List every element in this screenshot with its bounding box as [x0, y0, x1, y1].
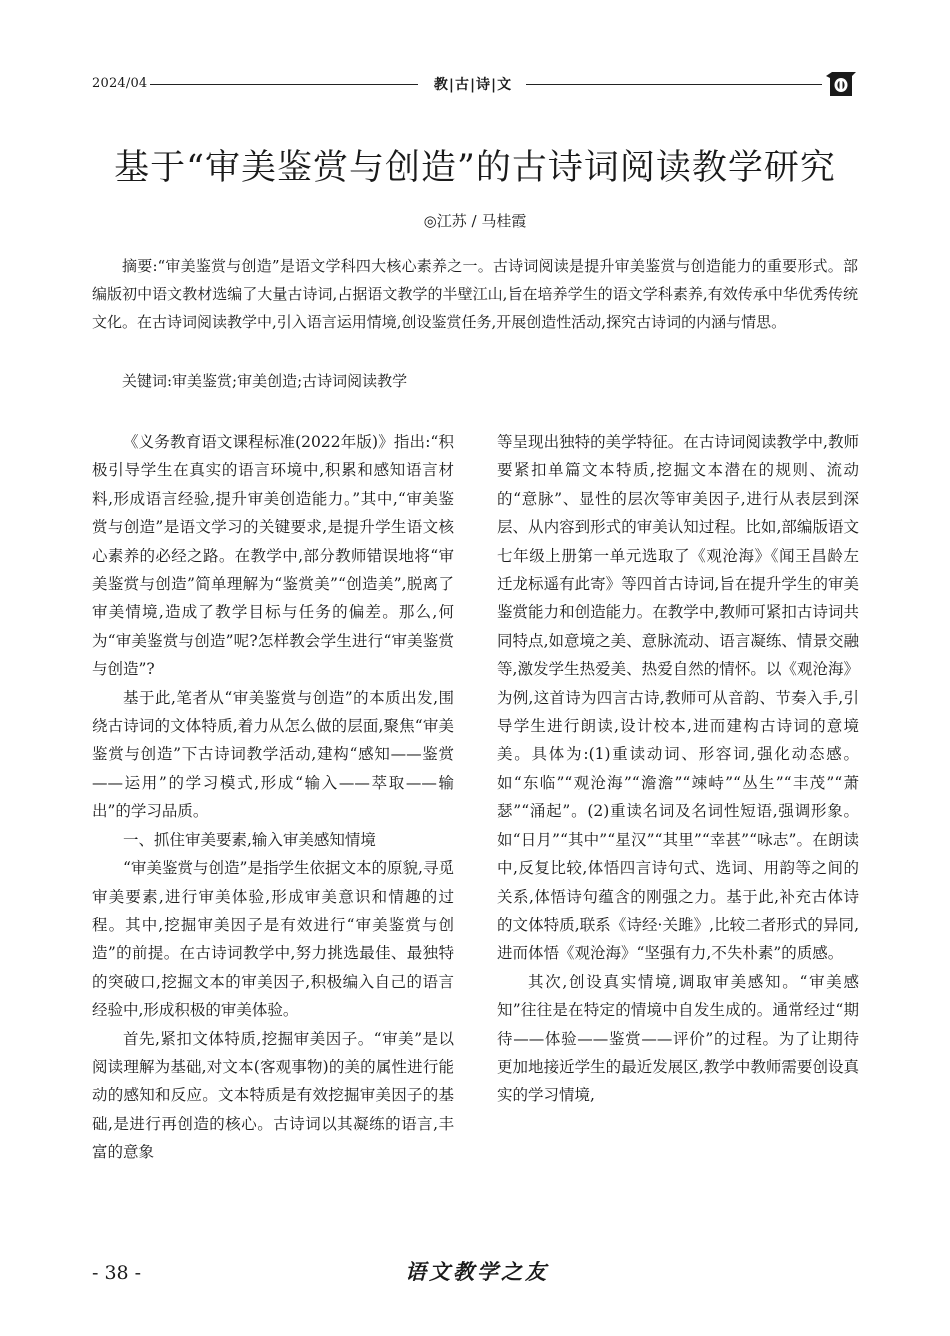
column-badge-icon [826, 72, 856, 96]
header-rule-right [526, 84, 822, 85]
body-column-left [92, 428, 454, 1167]
paragraph: 《义务教育语文课程标准(2022年版)》指出:“积极引导学生在真实的语言环境中,积累和感知语言材料,形成语言经验,提升审美创造能力。”其中,“审美鉴赏与创造”是语文学习的关键要求,是提升学生语文核心素养的必经之路。在教学中,部分教师错误地将“审美鉴赏与创造”简单理解为“鉴赏美”“创造美”,脱离了审美情境,造成了教学目标与任务的偏差。那么,何为“审美鉴赏与创造”呢?怎样教会学生进行“审美鉴赏与创造”? [92, 433, 454, 679]
journal-name: 语文教学之友 [405, 1259, 549, 1284]
abstract: 摘要:“审美鉴赏与创造”是语文学科四大核心素养之一。古诗词阅读是提升审美鉴赏与创造能力的重要形式。部编版初中语文教材选编了大量古诗词,占据语文教学的半壁江山,旨在培养学生的语文学科素养,有效传承中华优秀传统文化。在古诗词阅读教学中,引入语言运用情境,创设鉴赏任务,开展创造性活动,探究古诗词的内涵与情思。 [92, 257, 858, 331]
paragraph: 首先,紧扣文体特质,挖掘审美因子。“审美”是以阅读理解为基础,对文本(客观事物)的美的属性进行能动的感知和反应。文本特质是有效挖掘审美因子的基础,是进行再创造的核心。古诗词以其凝练的语言,丰富的意象 [92, 1029, 454, 1162]
paragraph: 基于此,笔者从“审美鉴赏与创造”的本质出发,围绕古诗词的文体特质,着力从怎么做的层面,聚焦“审美鉴赏与创造”下古诗词教学活动,建构“感知——鉴赏——运用”的学习模式,形成“输入——萃取——输出”的学习品质。 [92, 688, 454, 821]
paragraph: “审美鉴赏与创造”是指学生依据文本的原貌,寻觅审美要素,进行审美体验,形成审美意识和情趣的过程。其中,挖掘审美因子是有效进行“审美鉴赏与创造”的前提。在古诗词教学中,努力挑选最佳、最独特的突破口,挖掘文本的审美因子,积极编入自己的语言经验中,形成积极的审美体验。 [92, 859, 454, 1020]
author-line: ◎江苏 / 马桂霞 [423, 212, 527, 230]
body-column-right [497, 428, 859, 1110]
paragraph-continued: 等呈现出独特的美学特征。在古诗词阅读教学中,教师要紧扣单篇文本特质,挖掘文本潜在的规则、流动的“意脉”、显性的层次等审美因子,进行从表层到深层、从内容到形式的审美认知过程。比如,部编版语文七年级上册第一单元选取了《观沧海》《闻王昌龄左迁龙标遥有此寄》等四首古诗词,旨在提升学生的审美鉴赏能力和创造能力。在教学中,教师可紧扣古诗词共同特点,如意境之美、意脉流动、语言凝练、情景交融等,激发学生热爱美、热爱自然的情怀。以《观沧海》为例,这首诗为四言古诗,教师可从音韵、节奏入手,引导学生进行朗读,设计校本,进而建构古诗词的意境美。具体为:(1)重读动词、形容词,强化动态感。如“东临”“观沧海”“澹澹”“竦峙”“丛生”“丰茂”“萧瑟”“涌起”。(2)重读名词及名词性短语,强调形象。如“日月”“其中”“星汉”“其里”“幸甚”“咏志”。在朗读中,反复比较,体悟四言诗句式、选词、用韵等之间的关系,体悟诗句蕴含的刚强之力。基于此,补充古体诗的文体特质,联系《诗经·关雎》,比较二者形式的异同,进而体悟《观沧海》“坚强有力,不失朴素”的质感。 [497, 433, 859, 963]
paragraph: 其次,创设真实情境,调取审美感知。“审美感知”往往是在特定的情境中自发生成的。通常经过“期待——体验——鉴赏——评价”的过程。为了让期待更加地接近学生的最近发展区,教学中教师需要创设真实的学习情境, [497, 972, 859, 1105]
article-title: 基于“审美鉴赏与创造”的古诗词阅读教学研究 [114, 148, 836, 188]
section-heading: 一、抓住审美要素,输入审美感知情境 [123, 830, 376, 849]
column-name: 教|古|诗|文 [433, 77, 513, 93]
header-rule-left [150, 84, 418, 85]
issue-date: 2024/04 [92, 76, 148, 91]
keywords: 关键词:审美鉴赏;审美创造;古诗词阅读教学 [122, 372, 408, 390]
page-number: - 38 - [92, 1262, 142, 1284]
